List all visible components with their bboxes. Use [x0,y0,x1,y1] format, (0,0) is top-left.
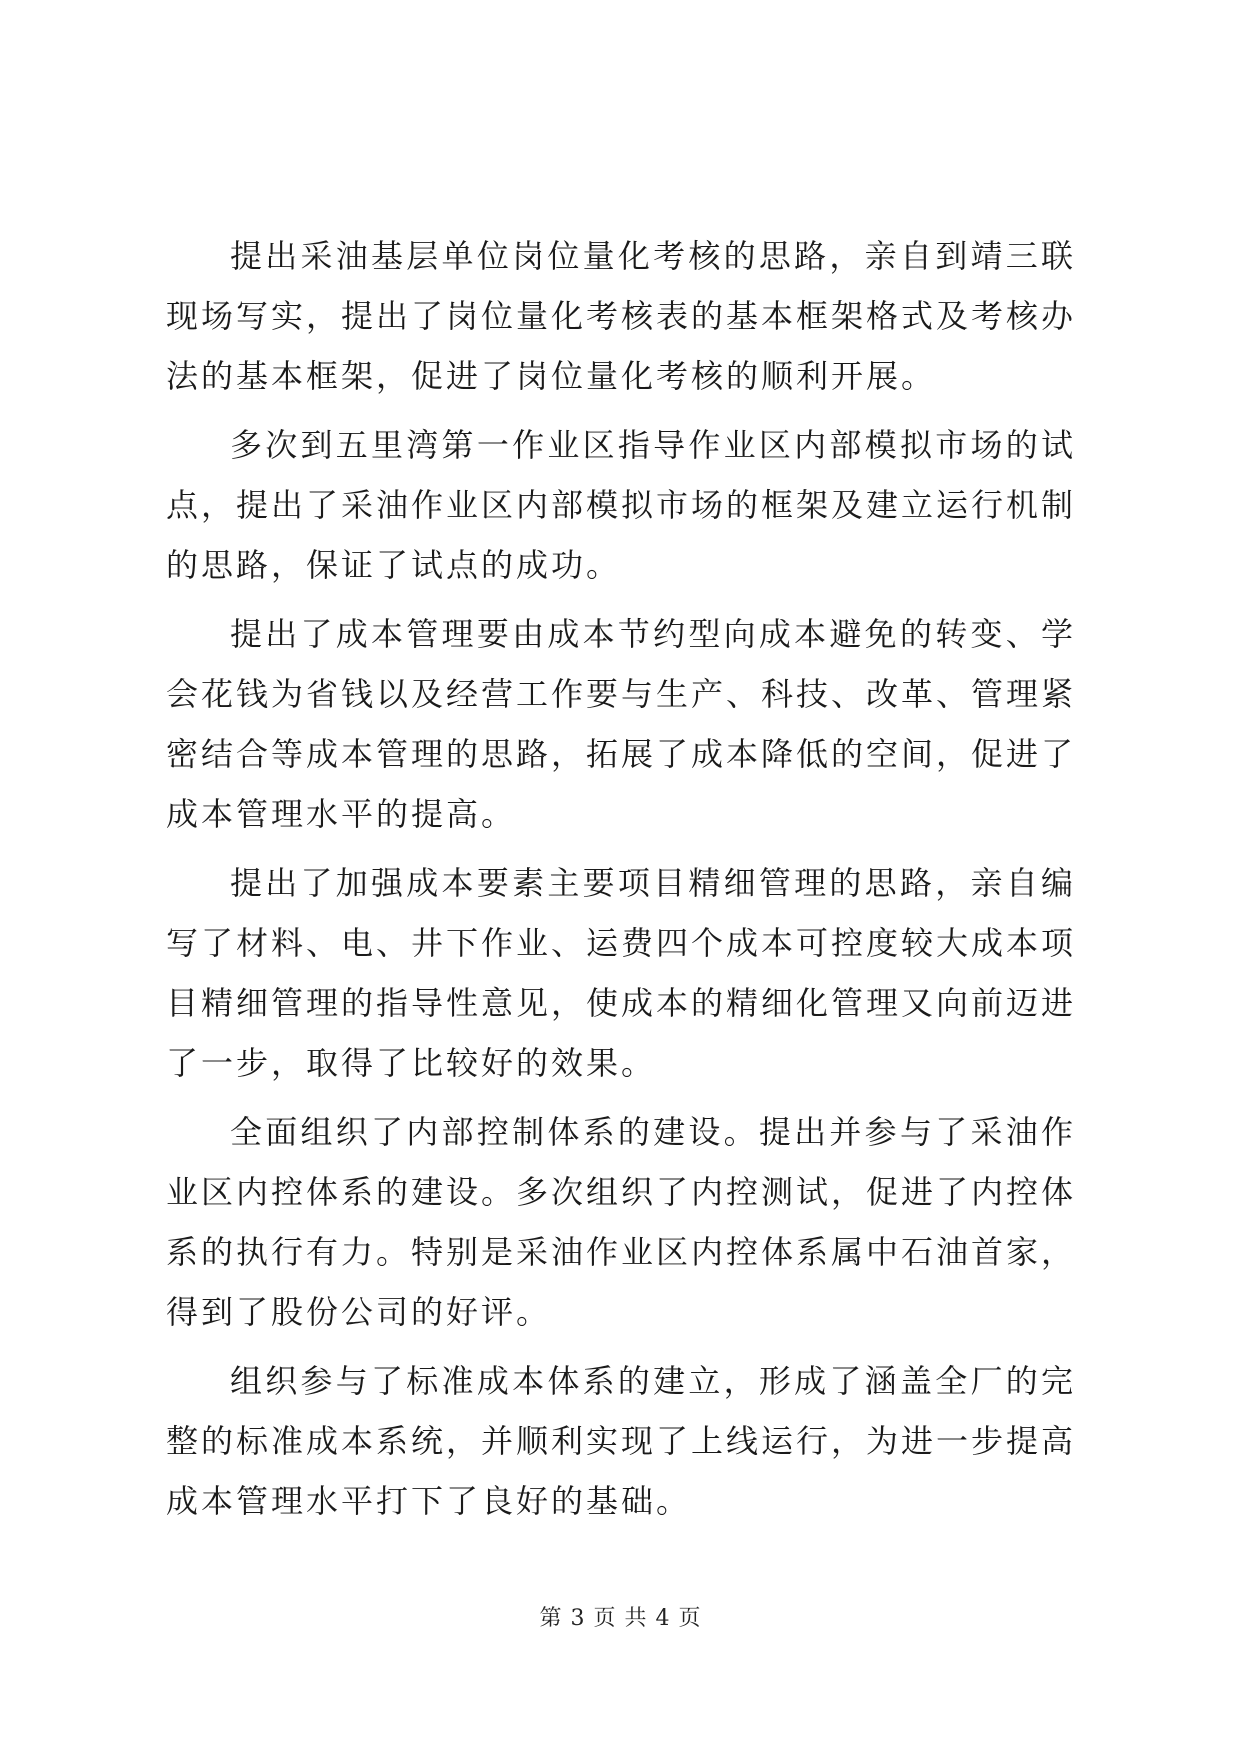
page-number-label: 第 3 页 共 4 页 [539,1606,702,1631]
paragraph-5: 全面组织了内部控制体系的建设。提出并参与了采油作业区内控体系的建设。多次组织了内控测试，促进了内控体系的执行有力。特别是采油作业区内控体系属中石油首家，得到了股份公司的好评。 [166,1113,1077,1331]
paragraph-6: 组织参与了标准成本体系的建立，形成了涵盖全厂的完整的标准成本系统，并顺利实现了上线运行，为进一步提高成本管理水平打下了良好的基础。 [166,1362,1077,1520]
paragraph-2: 多次到五里湾第一作业区指导作业区内部模拟市场的试点，提出了采油作业区内部模拟市场的框架及建立运行机制的思路，保证了试点的成功。 [166,426,1077,584]
page-footer [0,1604,1241,1634]
paragraph-3: 提出了成本管理要由成本节约型向成本避免的转变、学会花钱为省钱以及经营工作要与生产、科技、改革、管理紧密结合等成本管理的思路，拓展了成本降低的空间，促进了成本管理水平的提高。 [166,615,1077,833]
paragraph-4: 提出了加强成本要素主要项目精细管理的思路，亲自编写了材料、电、井下作业、运费四个成本可控度较大成本项目精细管理的指导性意见，使成本的精细化管理又向前迈进了一步，取得了比较好的效果。 [166,864,1077,1082]
paragraph-1: 提出采油基层单位岗位量化考核的思路，亲自到靖三联现场写实，提出了岗位量化考核表的基本框架格式及考核办法的基本框架，促进了岗位量化考核的顺利开展。 [166,237,1077,395]
document-body [166,226,1076,1540]
